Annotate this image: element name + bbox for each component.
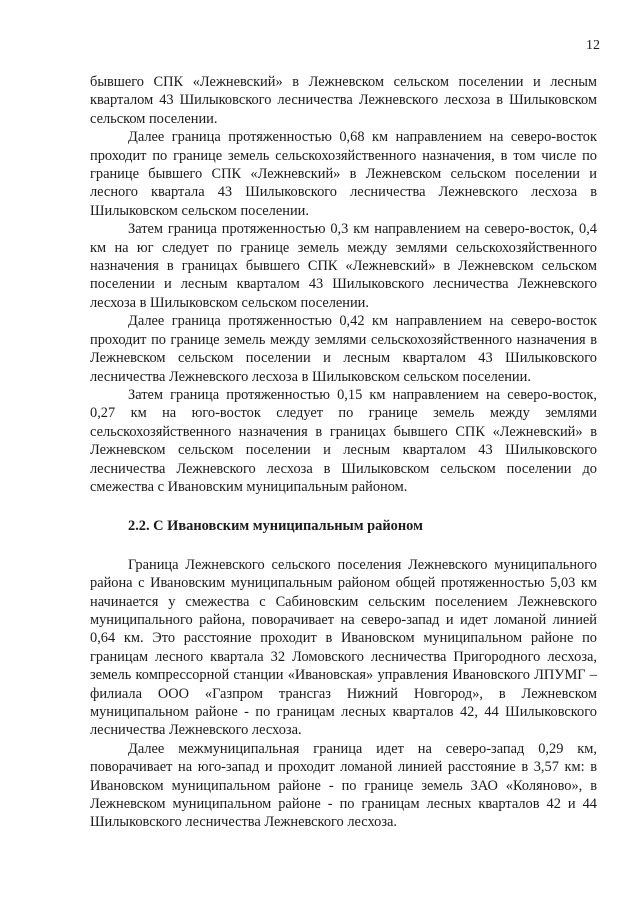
paragraph: Далее межмуниципальная граница идет на северо-запад 0,29 км, поворачивает на юго-запад и проходит ломаной линией расстояние в 3,57 км: в Ивановском муниципальном районе - по границе земель ЗАО «Коляново», в Лежневском муниципальном районе - по границам лесных кварталов 42 и 44 Шилыковского лесничества Лежневского лесхоза. (90, 740, 597, 831)
section-heading: 2.2. С Ивановским муниципальным районом (128, 518, 423, 535)
paragraph: Затем граница протяженностью 0,15 км направлением на северо-восток, 0,27 км на юго-восток следует по границе земель между землями сельскохозяйственного назначения в границах бывшего СПК «Лежневский» в Лежневском сельском поселении и лесным кварталом 43 Шилыковского лесничества Лежневского лесхоза в Шилыковском сельском поселении до смежества с Ивановским муниципальным районом. (90, 386, 597, 495)
paragraph: Далее граница протяженностью 0,68 км направлением на северо-восток проходит по границе земель сельскохозяйственного назначения, в том числе по границе бывшего СПК «Лежневский» в Лежневском сельском поселении и лесного квартала 43 Шилыковского лесничества Лежневского лесхоза в Шилыковском сельском поселении. (90, 129, 597, 219)
paragraph: бывшего СПК «Лежневский» в Лежневском сельском поселении и лесным кварталом 43 Шилыковского лесничества Лежневского лесхоза в Шилыковском сельском поселении. (90, 74, 597, 127)
paragraph: Далее граница протяженностью 0,42 км направлением на северо-восток проходит по границе земель между землями сельскохозяйственного назначения в Лежневском сельском поселении и лесным кварталом 43 Шилыковского лесничества Лежневского лесхоза в Шилыковском сельском поселении. (90, 313, 597, 385)
paragraph: Граница Лежневского сельского поселения Лежневского муниципального района с Ивановским муниципальным районом общей протяженностью 5,03 км начинается у смежества с Сабиновским сельским поселением Лежневского муниципального района, поворачивает на северо-запад и идет ломаной линией 0,64 км. Это расстояние проходит в Ивановском муниципальном районе по границам лесного квартала 32 Ломовского лесничества Пригородного лесхоза, земель компрессорной станции «Ивановская» управления Ивановского ЛПУМГ – филиала ООО «Газпром трансгаз Нижний Новгород», в Лежневском муниципальном районе - по границам лесных кварталов 42, 44 Шилыковского лесничества Лежневского лесхоза. (90, 556, 597, 739)
document-body (90, 73, 597, 832)
page-number: 12 (586, 38, 600, 53)
paragraph: Затем граница протяженностью 0,3 км направлением на северо-восток, 0,4 км на юг следует по границе земель между землями сельскохозяйственного назначения в границах бывшего СПК «Лежневский» в Лежневском сельском поселении и лесным кварталом 43 Шилыковского лесничества Лежневского лесхоза в Шилыковском сельском поселении. (90, 221, 597, 311)
